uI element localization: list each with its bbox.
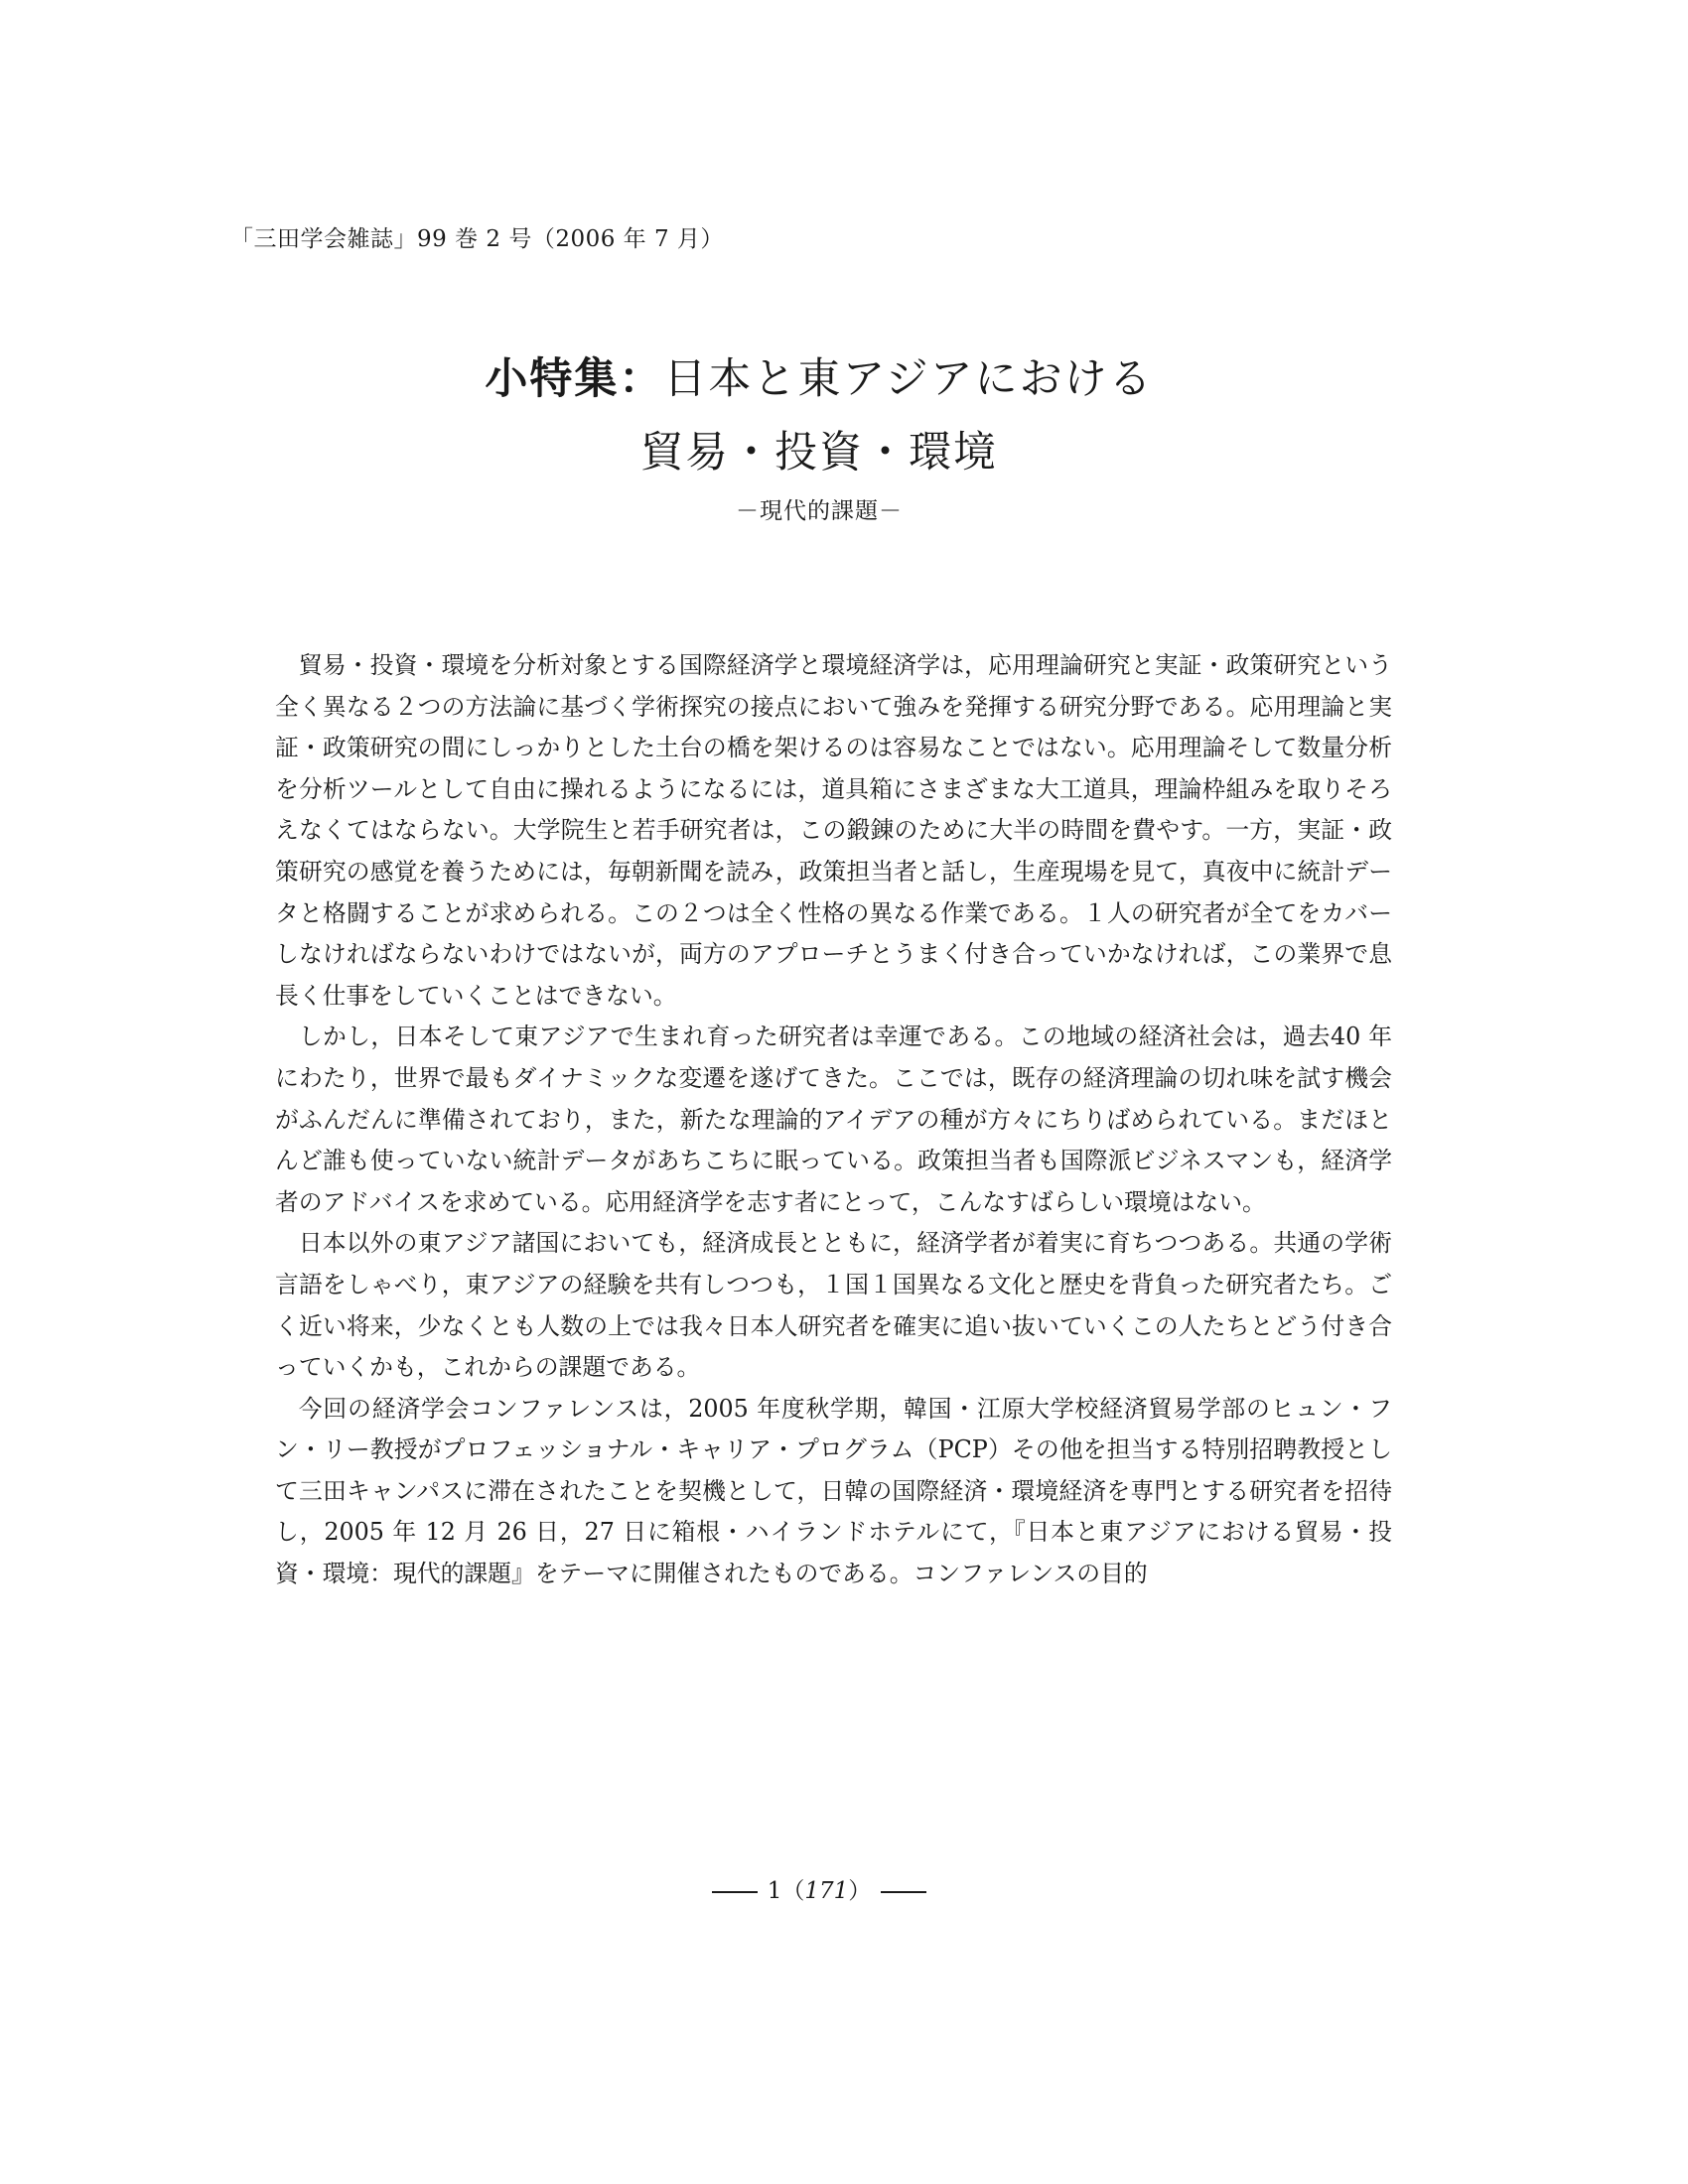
footer-dash-left (712, 1891, 758, 1893)
article-title-line-2: 貿易・投資・環境 (640, 428, 998, 478)
article-title-line-1 (0, 342, 1638, 416)
special-issue-label: 小特集： (485, 354, 664, 404)
body-paragraph: しかし，日本そして東アジアで生まれ育った研究者は幸運である。この地域の経済社会は，過去40 年にわたり，世界で最もダイナミックな変遷を遂げてきた。ここでは，既存の経済理論の切れ味を試す機会がふんだんに準備されており，また，新たな理論的アイデアの種が方々にちりばめられている。まだほとんど誰も使っていない統計データがあちこちに眠っている。政策担当者も国際派ビジネスマンも，経済学者のアドバイスを求めている。応用経済学を志す者にとって，こんなすばらしい環境はない。 (275, 1023, 1392, 1216)
article-title-main: 日本と東アジアにおける (663, 354, 1154, 404)
article-title-block (0, 342, 1638, 529)
body-paragraph: 貿易・投資・環境を分析対象とする国際経済学と環境経済学は，応用理論研究と実証・政策研究という全く異なる２つの方法論に基づく学術探究の接点において強みを発揮する研究分野である。応用理論と実証・政策研究の間にしっかりとした土台の橋を架けるのは容易なことではない。応用理論そして数量分析を分析ツールとして自由に操れるようになるには，道具箱にさまざまな大工道具，理論枠組みを取りそろえなくてはならない。大学院生と若手研究者は，この鍛錬のために大半の時間を費やす。一方，実証・政策研究の感覚を養うためには，毎朝新聞を読み，政策担当者と話し，生産現場を見て，真夜中に統計データと格闘することが求められる。この２つは全く性格の異なる作業である。１人の研究者が全てをカバーしなければならないわけではないが，両方のアプローチとうまく付き合っていかなければ，この業界で息長く仕事をしていくことはできない。 (275, 651, 1392, 1010)
page-number: 1 (767, 1878, 782, 1904)
page-footer (0, 1872, 1638, 1905)
footer-close-paren: ） (848, 1878, 872, 1904)
article-body (275, 645, 1392, 1595)
footer-dash-right (881, 1891, 926, 1893)
footer-open-paren: （ (781, 1878, 805, 1904)
journal-citation: 「三田学会雑誌」99 巻 2 号（2006 年 7 月） (230, 226, 724, 252)
total-page-number: 171 (804, 1878, 849, 1904)
article-subtitle: －現代的課題－ (736, 498, 903, 524)
body-paragraph: 日本以外の東アジア諸国においても，経済成長とともに，経済学者が着実に育ちつつある。共通の学術言語をしゃべり，東アジアの経験を共有しつつも，１国１国異なる文化と歴史を背負った研究者たち。ごく近い将来，少なくとも人数の上では我々日本人研究者を確実に追い抜いていくこの人たちとどう付き合っていくかも，これからの課題である。 (275, 1229, 1392, 1382)
body-paragraph: 今回の経済学会コンファレンスは，2005 年度秋学期，韓国・江原大学校経済貿易学部のヒュン・フン・リー教授がプロフェッショナル・キャリア・プログラム（PCP）その他を担当する特別招聘教授として三田キャンパスに滞在されたことを契機として，日韓の国際経済・環境経済を専門とする研究者を招待し，2005 年 12 月 26 日，27 日に箱根・ハイランドホテルにて，『日本と東アジアにおける貿易・投資・環境：現代的課題』をテーマに開催されたものである。コンファレンスの目的 (275, 1394, 1392, 1588)
